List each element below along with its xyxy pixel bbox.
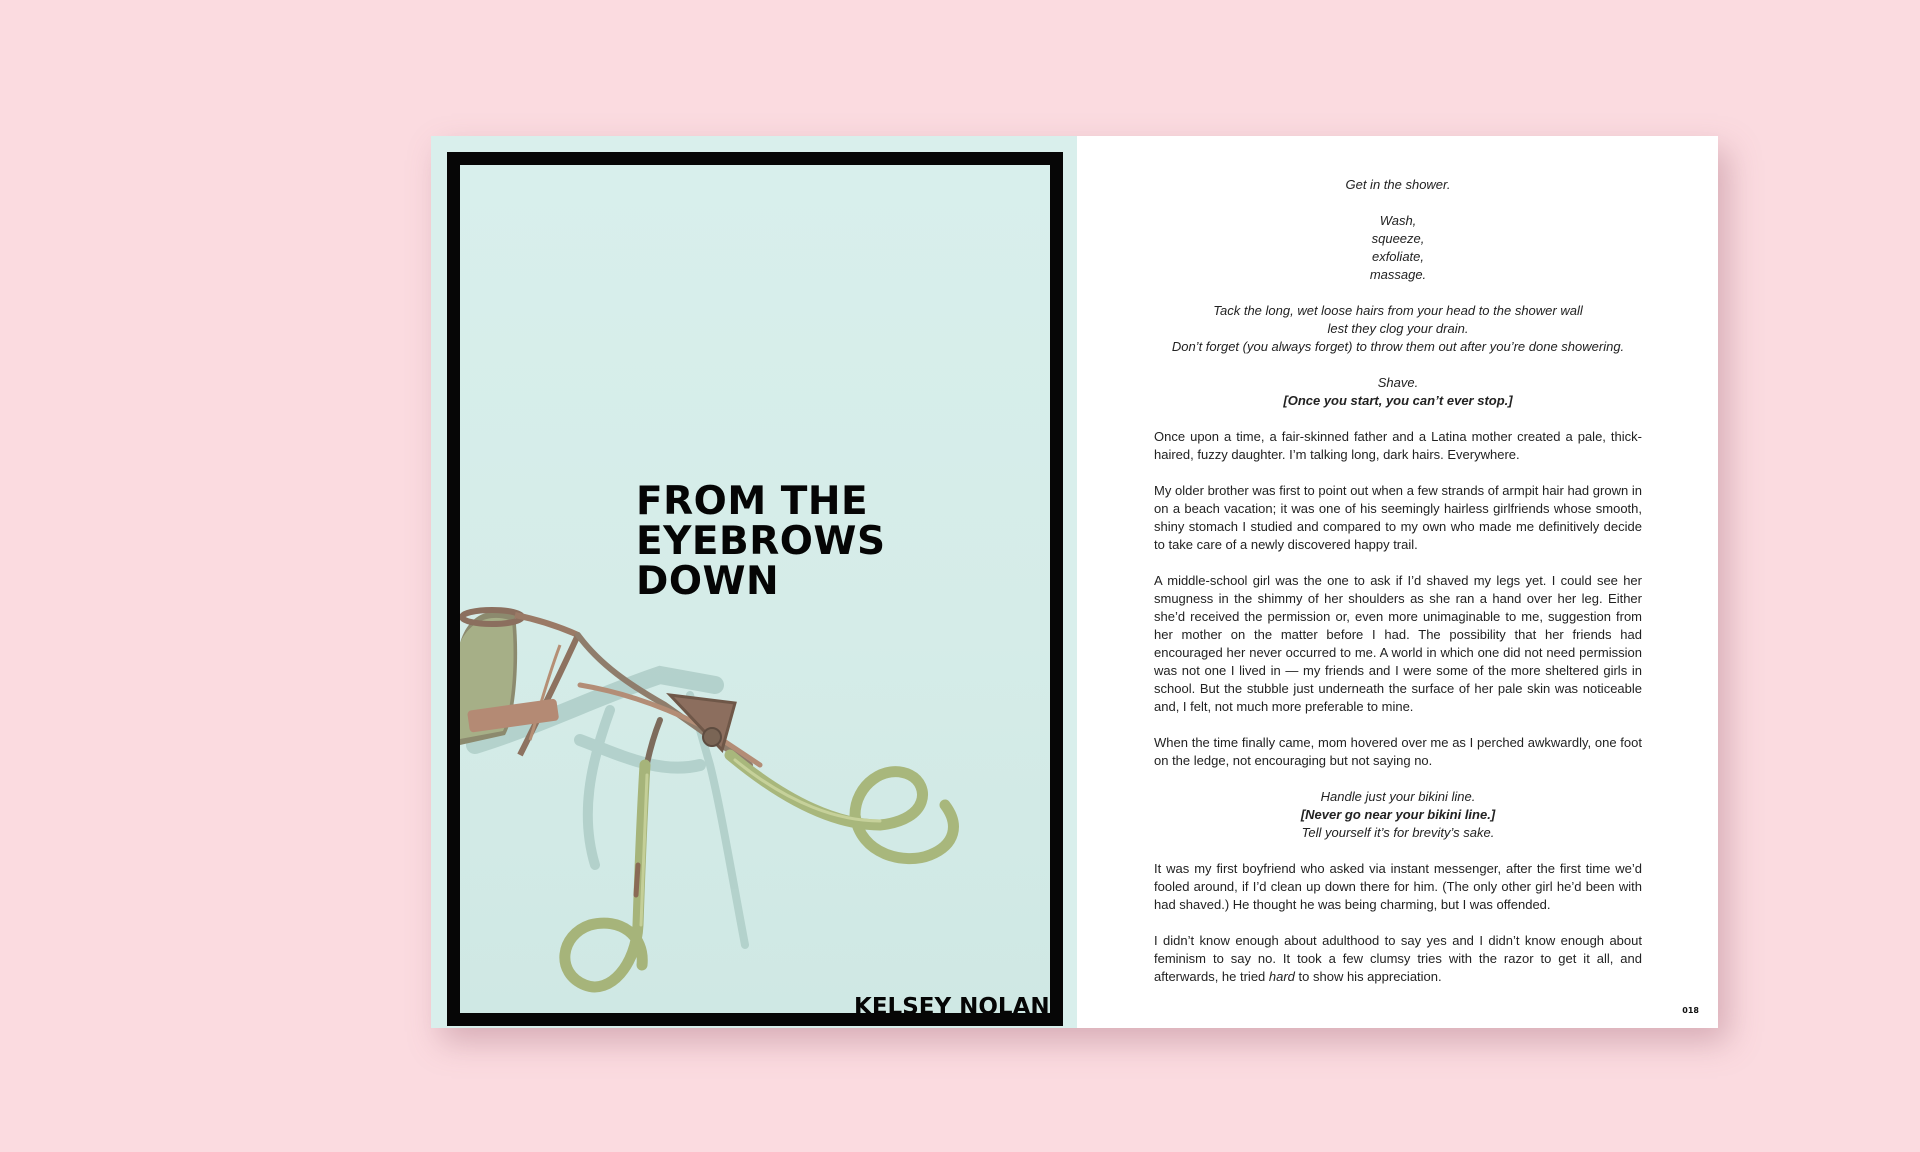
body-paragraph: [1154, 932, 1642, 986]
body-paragraph: Once upon a time, a fair-skinned father and a Latina mother created a pale, thick-haired, fuzzy daughter. I’m talking long, dark hairs. Everywhere.: [1154, 429, 1642, 462]
stanza-line: Don’t forget (you always forget) to throw them out after you’re done showering.: [1171, 339, 1625, 354]
stanza-shave: [1154, 374, 1642, 410]
paragraph-text: I didn’t know enough about adulthood to say yes and I didn’t know enough about feminism to say no. It took a few clumsy tries with the razor to get it all, and afterwards, he tried: [1154, 933, 1642, 984]
stanza-bold-line: [Once you start, you can’t ever stop.]: [1283, 393, 1513, 408]
stanza-line: massage.: [1369, 267, 1427, 282]
magazine-spread: [431, 136, 1718, 1028]
page-number: 018: [1682, 1006, 1699, 1015]
paragraph-text: to show his appreciation.: [1294, 969, 1442, 984]
author-name: KELSEY NOLAN: [854, 994, 1050, 1020]
body-paragraph: It was my first boyfriend who asked via instant messenger, after the first time we’d fooled around, if I’d clean up down there for him. (The only other girl he’d been with had shaved.) He thought he was being charming, but I was offended.: [1154, 861, 1642, 912]
stanza-line: Handle just your bikini line.: [1320, 789, 1476, 804]
stanza-bikini: [1154, 788, 1642, 842]
stanza-line: lest they clog your drain.: [1327, 321, 1469, 336]
body-paragraph: My older brother was first to point out when a few strands of armpit hair had grown in on a beach vacation; it was one of his seemingly hairless girlfriends whose smooth, shiny stomach I studied and compared to my own who made me definitively decide to take care of a newly discovered happy trail.: [1154, 483, 1642, 552]
cover-page: [431, 136, 1077, 1028]
emphasis-word: hard: [1268, 969, 1295, 984]
curler-handle-right: [730, 755, 953, 859]
stanza-shower: Get in the shower.: [1345, 177, 1451, 192]
body-paragraph: A middle-school girl was the one to ask if I’d shaved my legs yet. I could see her smugness in the shimmy of her shoulders as she ran a hand over her leg. Either she’d received the permission or, even more unimaginable to me, suggestion from her mother on the matter before I had. The possibility that her friends had encouraged her never occurred to me. A world in which one did not need permission was not one I lived in — my friends and I were some of the more sheltered girls in school. But the stubble just underneath the surface of her pale skin was noticeable and, I felt, not much more preferable to mine.: [1154, 573, 1642, 714]
body-paragraph: When the time finally came, mom hovered over me as I perched awkwardly, one foot on the ledge, not encouraging but not saying no.: [1154, 735, 1642, 768]
stanza-line: Tell yourself it’s for brevity’s sake.: [1301, 825, 1495, 840]
stanza-wash: [1154, 212, 1642, 284]
curler-handle-left: [565, 765, 647, 987]
stanza-line: Shave.: [1377, 375, 1419, 390]
text-page: [1077, 136, 1718, 1028]
stanza-bold-line: [Never go near your bikini line.]: [1300, 807, 1496, 822]
stanza-line: Tack the long, wet loose hairs from your head to the shower wall: [1213, 303, 1583, 318]
article-body: [1154, 176, 1642, 1004]
stanza-line: squeeze,: [1371, 231, 1425, 246]
cover-frame: [447, 152, 1063, 1026]
stanza-hairs: [1154, 302, 1642, 356]
article-title: FROM THE EYEBROWS DOWN: [636, 479, 886, 604]
stanza-line: exfoliate,: [1371, 249, 1425, 264]
stanza-line: Wash,: [1379, 213, 1417, 228]
